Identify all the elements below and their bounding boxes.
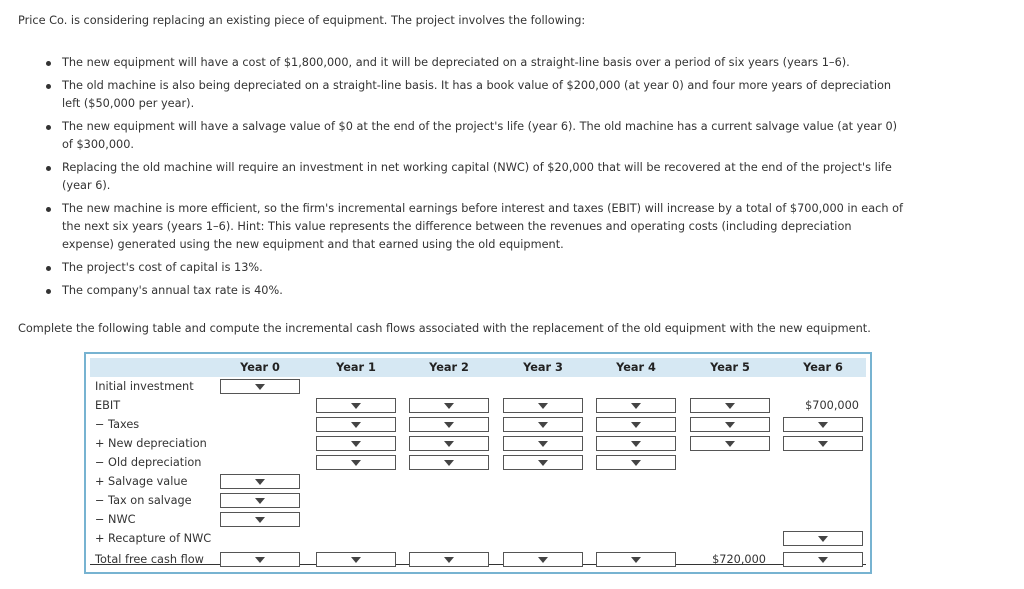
assumption-item: The new machine is more efficient, so the firm's incremental earnings before interest and taxes (EBIT) will increase by a total of $700,000 in each of the next six years (years 1–6). Hint: This value represents the difference between the revenues and operating costs (including depreciation expense) generated using the new equipment and that earned using the old equipment. (46, 200, 906, 254)
chevron-down-icon (538, 422, 548, 428)
column-header: Year 2 (429, 361, 469, 374)
answer-dropdown[interactable] (783, 436, 863, 451)
row-label: + Salvage value (95, 475, 188, 488)
answer-dropdown[interactable] (596, 436, 676, 451)
answer-dropdown[interactable] (316, 552, 396, 567)
chevron-down-icon (255, 479, 265, 485)
chevron-down-icon (444, 422, 454, 428)
chevron-down-icon (725, 441, 735, 447)
chevron-down-icon (351, 557, 361, 563)
chevron-down-icon (631, 460, 641, 466)
chevron-down-icon (444, 403, 454, 409)
given-value: $700,000 (805, 399, 859, 412)
chevron-down-icon (631, 557, 641, 563)
given-value: $720,000 (712, 553, 766, 566)
assumption-item: The new equipment will have a salvage value of $0 at the end of the project's life (year 6). The old machine has a current salvage value (at year 0) of $300,000. (46, 118, 906, 154)
intro-text: Price Co. is considering replacing an existing piece of equipment. The project involves the following: (18, 14, 586, 27)
answer-dropdown[interactable] (596, 417, 676, 432)
cash-flow-table (84, 352, 872, 574)
chevron-down-icon (631, 422, 641, 428)
answer-dropdown[interactable] (316, 417, 396, 432)
chevron-down-icon (538, 460, 548, 466)
assumption-item: The company's annual tax rate is 40%. (46, 282, 906, 300)
answer-dropdown[interactable] (503, 455, 583, 470)
chevron-down-icon (631, 441, 641, 447)
answer-dropdown[interactable] (690, 417, 770, 432)
row-label: EBIT (95, 399, 121, 412)
answer-dropdown[interactable] (503, 552, 583, 567)
answer-dropdown[interactable] (783, 417, 863, 432)
row-label: − Tax on salvage (95, 494, 192, 507)
answer-dropdown[interactable] (596, 398, 676, 413)
assumption-item: Replacing the old machine will require an investment in net working capital (NWC) of $20,000 that will be recovered at the end of the project's life (year 6). (46, 159, 906, 195)
answer-dropdown[interactable] (220, 512, 300, 527)
assumptions-list (46, 54, 906, 305)
header-row (90, 358, 866, 377)
answer-dropdown[interactable] (783, 552, 863, 567)
chevron-down-icon (255, 384, 265, 390)
chevron-down-icon (255, 557, 265, 563)
answer-dropdown[interactable] (596, 455, 676, 470)
answer-dropdown[interactable] (220, 552, 300, 567)
answer-dropdown[interactable] (220, 493, 300, 508)
chevron-down-icon (631, 403, 641, 409)
row-label: Initial investment (95, 380, 194, 393)
row-label: + New depreciation (95, 437, 207, 450)
column-header: Year 1 (336, 361, 376, 374)
chevron-down-icon (725, 403, 735, 409)
answer-dropdown[interactable] (409, 436, 489, 451)
row-label: − Taxes (95, 418, 140, 431)
chevron-down-icon (818, 422, 828, 428)
row-label: + Recapture of NWC (95, 532, 212, 545)
column-header: Year 5 (710, 361, 750, 374)
chevron-down-icon (255, 498, 265, 504)
answer-dropdown[interactable] (316, 455, 396, 470)
answer-dropdown[interactable] (503, 436, 583, 451)
chevron-down-icon (351, 422, 361, 428)
column-header: Year 4 (616, 361, 656, 374)
answer-dropdown[interactable] (690, 436, 770, 451)
answer-dropdown[interactable] (316, 436, 396, 451)
chevron-down-icon (444, 460, 454, 466)
chevron-down-icon (538, 557, 548, 563)
chevron-down-icon (538, 441, 548, 447)
chevron-down-icon (725, 422, 735, 428)
chevron-down-icon (444, 557, 454, 563)
row-label: − Old depreciation (95, 456, 202, 469)
instruction-text: Complete the following table and compute the incremental cash flows associated with the replacement of the old equipment with the new equipment. (18, 322, 871, 335)
column-header: Year 6 (803, 361, 843, 374)
answer-dropdown[interactable] (409, 552, 489, 567)
chevron-down-icon (255, 517, 265, 523)
row-label: Total free cash flow (95, 553, 204, 566)
answer-dropdown[interactable] (596, 552, 676, 567)
answer-dropdown[interactable] (220, 474, 300, 489)
chevron-down-icon (351, 460, 361, 466)
chevron-down-icon (351, 403, 361, 409)
chevron-down-icon (351, 441, 361, 447)
assumption-item: The new equipment will have a cost of $1,800,000, and it will be depreciated on a straight-line basis over a period of six years (years 1–6). (46, 54, 906, 72)
answer-dropdown[interactable] (409, 398, 489, 413)
answer-dropdown[interactable] (409, 417, 489, 432)
column-header: Year 0 (240, 361, 280, 374)
chevron-down-icon (818, 557, 828, 563)
chevron-down-icon (444, 441, 454, 447)
chevron-down-icon (818, 441, 828, 447)
answer-dropdown[interactable] (783, 531, 863, 546)
chevron-down-icon (818, 536, 828, 542)
column-header: Year 3 (523, 361, 563, 374)
answer-dropdown[interactable] (503, 398, 583, 413)
answer-dropdown[interactable] (503, 417, 583, 432)
assumption-item: The old machine is also being depreciated on a straight-line basis. It has a book value of $200,000 (at year 0) and four more years of depreciation left ($50,000 per year). (46, 77, 906, 113)
answer-dropdown[interactable] (220, 379, 300, 394)
chevron-down-icon (538, 403, 548, 409)
row-label: − NWC (95, 513, 136, 526)
answer-dropdown[interactable] (409, 455, 489, 470)
assumption-item: The project's cost of capital is 13%. (46, 259, 906, 277)
answer-dropdown[interactable] (316, 398, 396, 413)
answer-dropdown[interactable] (690, 398, 770, 413)
